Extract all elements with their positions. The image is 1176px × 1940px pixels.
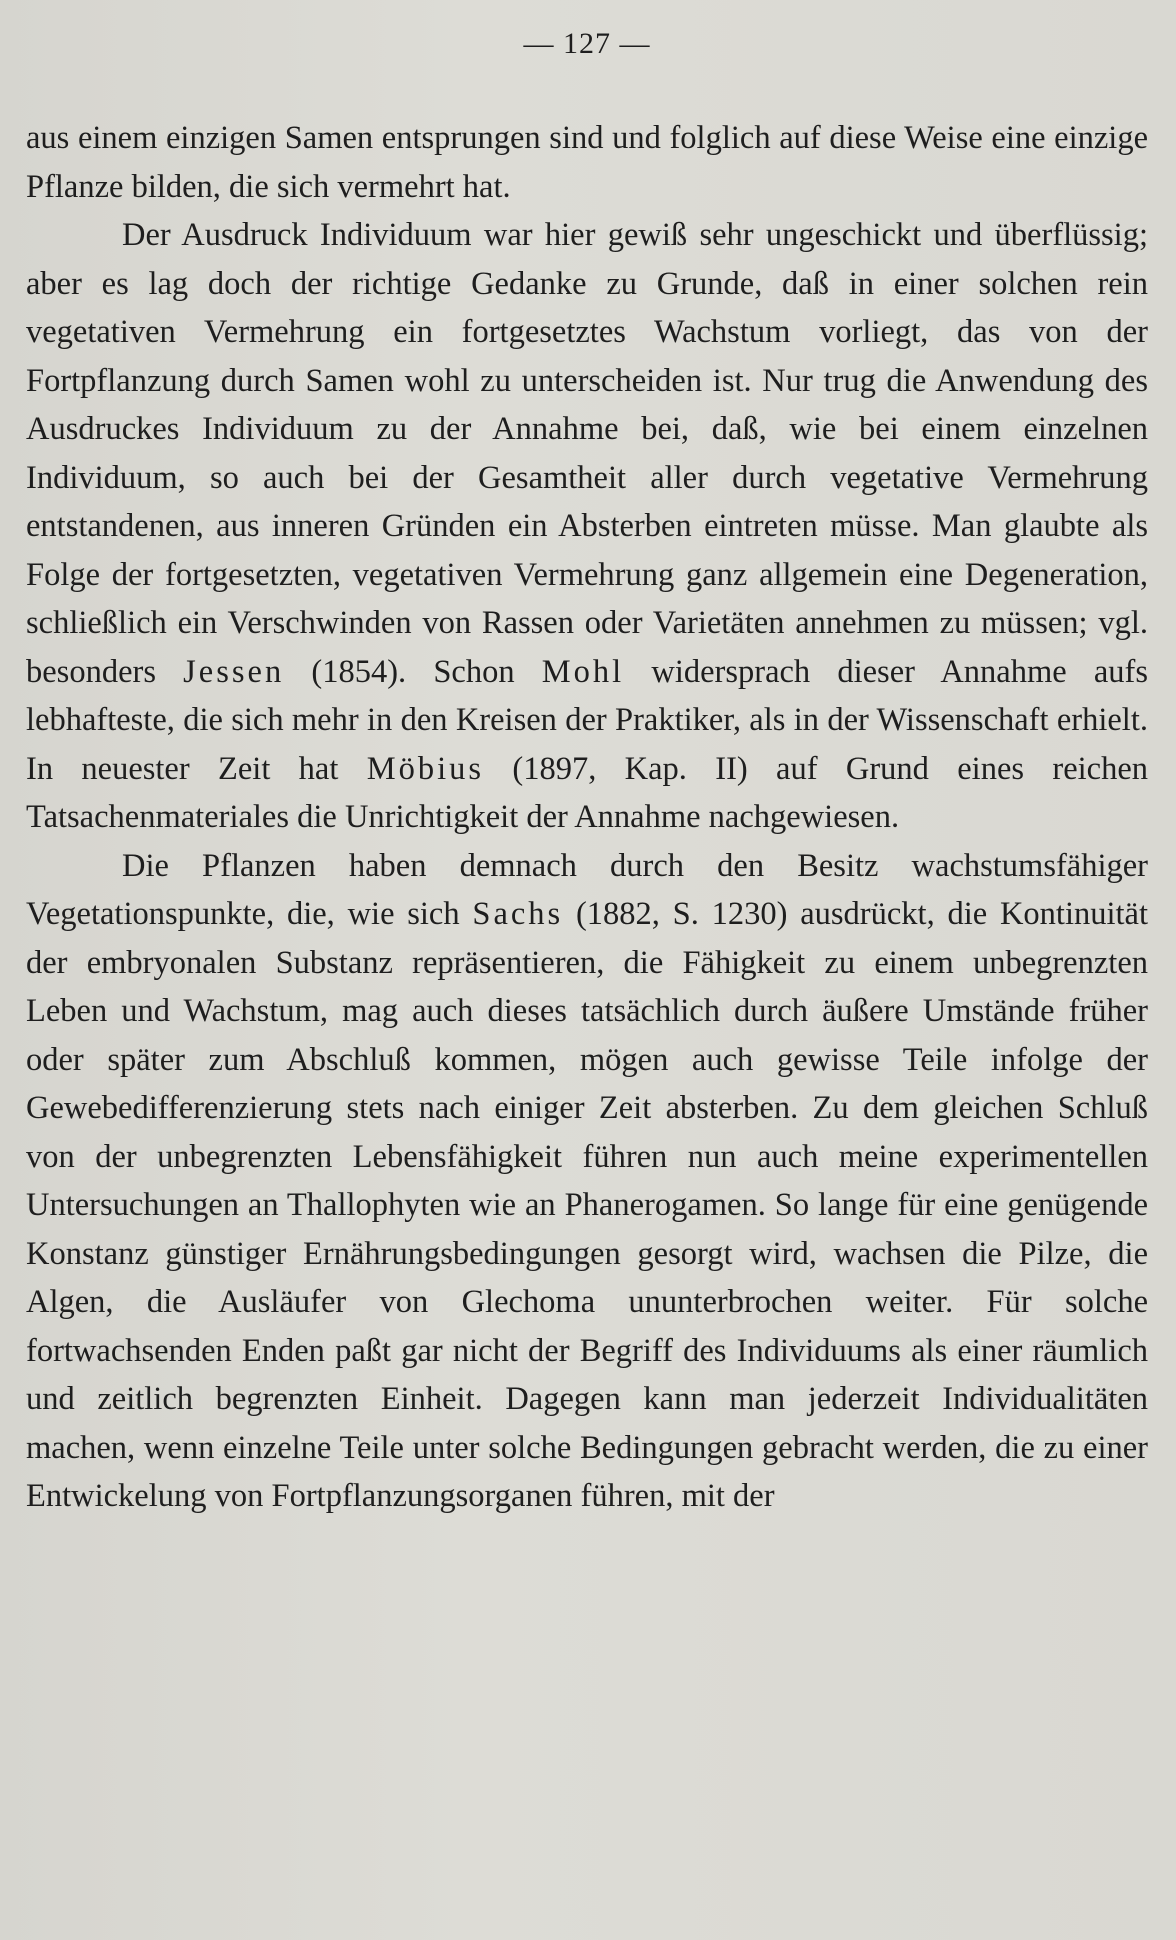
text-segment: (1854). Schon xyxy=(284,653,542,690)
text-segment: (1897, Kap. II) auf Grund eines reichen Tatsachenmateriales die Unrichtigkeit der Annahme nachgewiesen. xyxy=(26,750,1148,835)
author-name: Sachs xyxy=(472,896,564,932)
text-segment: widersprach dieser Annahme aufs lebhafteste, die sich mehr in den Kreisen der Praktiker, als in der Wissenschaft erhielt. In neuester Zeit hat xyxy=(26,653,1149,787)
text-segment: Der Ausdruck Individuum war hier gewiß sehr ungeschickt und überflüssig; aber es lag doch der richtige Gedanke zu Grunde, daß in einer solchen rein vegetativen Vermehrung ein fortgesetztes Wachstum vorliegt, das von der Fortpflanzung durch Samen wohl zu unterscheiden ist. Nur trug die Anwendung des Ausdruckes Individuum zu der Annahme bei, daß, wie bei einem einzelnen Individuum, so auch bei der Gesamtheit aller durch vegetative Vermehrung entstandenen, aus inneren Gründen ein Absterben eintreten müsse. Man glaubte als Folge der fortgesetzten, vegetativen Vermehrung ganz allgemein eine Degeneration, schließlich ein Verschwinden von Rassen oder Varietäten annehmen zu müssen; vgl. besonders xyxy=(26,217,1148,690)
author-name: Jessen xyxy=(183,653,285,690)
paragraph xyxy=(26,211,1148,842)
paragraph xyxy=(26,114,1148,211)
body-text xyxy=(26,114,1148,1521)
page-number: — 127 — xyxy=(523,27,651,60)
text-segment: Die Pflanzen haben demnach durch den Besitz wachstumsfähiger Vegetationspunkte, die, wie sich xyxy=(26,847,1148,932)
text-segment: aus einem einzigen Samen entsprungen sind und folglich auf diese Weise eine einzige Pflanze bilden, die sich vermehrt hat. xyxy=(26,120,1148,205)
author-name: Mohl xyxy=(541,653,625,690)
paragraph xyxy=(26,842,1148,1521)
text-segment: (1882, S. 1230) ausdrückt, die Kontinuität der embryonalen Substanz repräsentieren, die Fähigkeit zu einem unbegrenzten Leben und Wachstum, mag auch dieses tatsächlich durch äußere Umstände früher oder später zum Abschluß kommen, mögen auch gewisse Teile infolge der Gewebedifferenzierung stets nach einiger Zeit absterben. Zu dem gleichen Schluß von der unbegrenzten Lebensfähigkeit führen nun auch meine experimentellen Untersuchungen an Thallophyten wie an Phanerogamen. So lange für eine genügende Konstanz günstiger Ernährungsbedingungen gesorgt wird, wachsen die Pilze, die Algen, die Ausläufer von Glechoma ununterbrochen weiter. Für solche fortwachsenden Enden paßt gar nicht der Begriff des Individuums als einer räumlich und zeitlich begrenzten Einheit. Dagegen kann man jederzeit Individualitäten machen, wenn einzelne Teile unter solche Bedingungen gebracht werden, die zu einer Entwickelung von Fortpflanzungsorganen führen, mit der xyxy=(26,896,1148,1514)
author-name: Möbius xyxy=(366,750,485,787)
